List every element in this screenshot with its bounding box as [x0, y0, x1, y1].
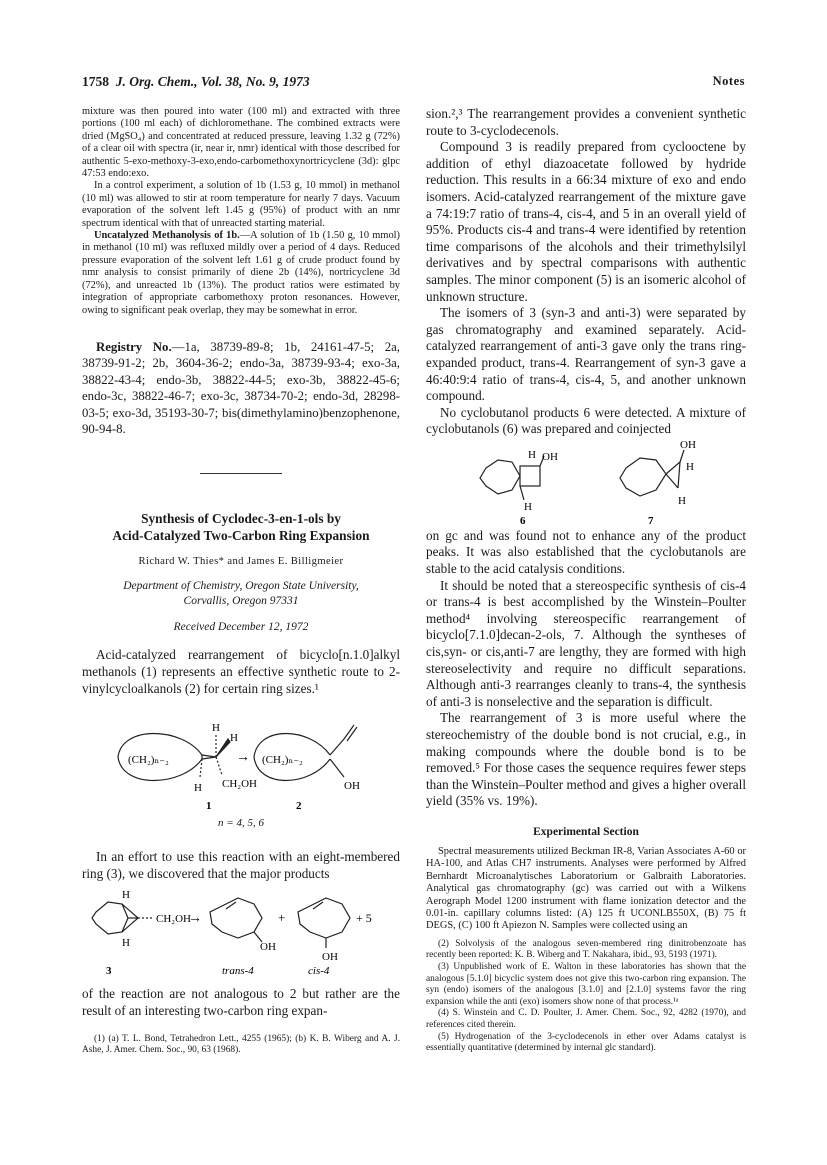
oh-label: OH [680, 438, 696, 451]
footnote-2: (2) Solvolysis of the analogous seven-membered ring dinitrobenzoate has recently been reported: K. B. Wiberg and T. Nakahara, ibid., 93, 5193 (1971). [426, 938, 746, 961]
affiliation-line-1: Department of Chemistry, Oregon State University, [123, 580, 359, 593]
plus-five: + 5 [356, 911, 372, 926]
scheme-3-structures [426, 438, 746, 528]
cyclooctane-icon [92, 902, 128, 934]
footnote-4: (4) S. Winstein and C. D. Poulter, J. Amer. Chem. Soc., 92, 4282 (1970), and references cited therein. [426, 1008, 746, 1030]
h-label: H [230, 732, 238, 745]
intro-paragraph: Acid-catalyzed rearrangement of bicyclo[n.1.0]alkyl methanols (1) represents an effective synthetic route to 2-vinylcycloalkanols (2) for certain ring sizes.¹ [82, 647, 400, 696]
page-number-and-journal [82, 74, 310, 90]
compound-2-label: 2 [296, 800, 302, 813]
compound-3-label: 3 [106, 965, 112, 978]
received-date: Received December 12, 1972 [173, 621, 309, 634]
compound-1-label: 1 [206, 800, 212, 813]
oh-label: OH [344, 780, 360, 793]
h-label: H [122, 937, 130, 950]
plus-sign: + [278, 910, 286, 926]
oh-label: OH [260, 941, 276, 954]
compound-6-label: 6 [520, 514, 526, 527]
scheme-1-structures [82, 697, 400, 817]
footnote-3: (3) Unpublished work of E. Walton in these laboratories has shown that the analogous [5.1.0] bicyclic system does not give this two-carbon ring expansion. The syn (endo) isomers of the analogous [3.1.0] and [2.1.0] systems favor the ring expansion while the anti (exo) isomers show none of that process.¹ᵃ [426, 962, 746, 1007]
left-column [82, 106, 400, 1057]
methanolysis-heading: Uncatalyzed Methanolysis of 1b. [94, 230, 240, 242]
ch2oh-label: CH₂OH [222, 778, 258, 791]
cyclobutane-icon [520, 466, 540, 486]
compound-cis-4-label: cis-4 [308, 965, 330, 978]
n-values: n = 4, 5, 6 [218, 817, 264, 830]
registry-text: —1a, 38739-89-8; 1b, 24161-47-5; 2a, 38739-91-2; 2b, 3604-36-2; endo-3a, 38739-93-4; exo-3a, 38822-43-4; endo-3b, 38822-44-5; exo-3b, 38822-45-6; endo-3c, 38822-46-7; exo-3c, 38734-70-2; endo-3d, 28298-03-5; exo-3d, 35193-30-7; bis(dimethylamino)benzophenone, 90-94-8. [82, 339, 400, 436]
oh-label: OH [322, 951, 338, 964]
article-title [82, 510, 400, 544]
paragraph-ring-expansion: of the reaction are not analogous to 2 but rather are the result of an interesting two-carbon ring expan- [82, 986, 400, 1018]
oh-label: OH [542, 450, 558, 463]
right-paragraph-3: The isomers of 3 (syn-3 and anti-3) were separated by gas chromatography and examined separately. Acid-catalyzed rearrangement of anti-3 gave only the trans ring-expanded product, trans-4. Rearrangement of syn-3 gave a 46:40:9:4 ratio of trans-4, cis-4, 5, and another unknown compound. [426, 305, 746, 404]
title-line-1: Synthesis of Cyclodec-3-en-1-ols by [141, 511, 341, 527]
reaction-arrow: → [188, 911, 202, 927]
methanolysis-text: —A solution of 1b (1.50 g, 10 mmol) in methanol (10 ml) was refluxed mildly over a period of 4 days. Reduced pressure evaporation of the solvent left 1.61 g of crude product found by nmr analysis to consist primarily of diene 2b (14%), nortricyclene 3d (72%), and unreacted 1b (13%). The product ratios were estimated by integration of appropriate carbomethoxy proton resonances. However, owing to significant peak overlap, they may be somewhat in error. [82, 230, 401, 316]
journal-citation: J. Org. Chem., Vol. 38, No. 9, 1973 [115, 74, 310, 89]
section-name: Notes [712, 74, 745, 88]
affiliation-line-2: Corvallis, Oregon 97331 [183, 595, 299, 608]
authors: Richard W. Thies* and James E. Billigmeier [138, 556, 344, 568]
ring-size-label: (CH₂)ₙ₋₂ [128, 754, 169, 767]
page-header [82, 74, 745, 92]
page-number: 1758 [82, 74, 109, 89]
compound-7-label: 7 [648, 514, 654, 527]
ring-size-label: (CH₂)ₙ₋₂ [262, 754, 303, 767]
cyclononane-icon [620, 458, 666, 496]
right-paragraph-5: on gc and was found not to enhance any of the product peaks. It was also established that the cyclobutanols are stable to the acid catalysis conditions. [426, 527, 746, 577]
cyclooctane-icon [480, 460, 520, 494]
footnote-1: (1) (a) T. L. Bond, Tetrahedron Lett., 4255 (1965); (b) K. B. Wiberg and A. J. Ashe, J. Amer. Chem. Soc., 90, 63 (1968). [82, 1033, 400, 1056]
h-label: H [194, 782, 202, 795]
registry-numbers [82, 339, 400, 437]
footnote-5: (5) Hydrogenation of the 3-cyclodecenols in ether over Adams catalyst is essentially quantitative (determined by internal glc standard). [426, 1031, 746, 1054]
experimental-paragraph: Spectral measurements utilized Beckman IR-8, Varian Associates A-60 or HA-100, and Atlas CH7 instruments. Analyses were performed by Alfred Bernhardt Microanalytisches Laboratorium or Galbraith Laboratories. Analytical gas chromatography (gc) was carried out with a Wilkens Aerograph Model 1200 instrument with flame ionization detector and the 0.01-in. capillary columns listed: (A) 125 ft UCONLB550X, (B) 75 ft DEGS, (C) 100 ft Apiezon N. Samples were collected using an [426, 845, 746, 932]
title-line-2: Acid-Catalyzed Two-Carbon Ring Expansion [112, 528, 370, 544]
scheme-2-structures [82, 882, 400, 978]
right-paragraph-1: sion.²,³ The rearrangement provides a convenient synthetic route to 3-cyclodecenols. [426, 106, 746, 138]
affiliation [82, 579, 400, 609]
reaction-arrow: → [236, 750, 250, 766]
left-paragraph-3 [82, 230, 400, 317]
h-label: H [122, 889, 130, 902]
h-label: H [212, 722, 220, 735]
h-label: H [524, 500, 532, 513]
h-label: H [678, 494, 686, 507]
experimental-heading: Experimental Section [533, 825, 639, 838]
left-paragraph-2: In a control experiment, a solution of 1b (1.53 g, 10 mmol) in methanol (10 ml) was allowed to stir at room temperature for nearly 7 days. Vacuum evaporation of the solvent left 1.45 g (95%) of product with an nmr spectrum identical with that of unreacted starting material. [82, 180, 400, 229]
compound-trans-4-label: trans-4 [222, 965, 254, 978]
right-paragraph-7: The rearrangement of 3 is more useful where the stereochemistry of the double bond is not crucial, e.g., in making compounds where the double bond is to be removed.⁵ For those cases the sequence requires fewer steps than the Winstein–Poulter method and gives a higher overall yield (35% vs. 19%). [426, 710, 746, 809]
registry-heading: Registry No. [96, 339, 172, 354]
right-column [426, 106, 746, 1055]
paragraph-eight-membered: In an effort to use this reaction with an eight-membered ring (3), we discovered that the major products [82, 849, 400, 881]
left-paragraph-1: mixture was then poured into water (100 ml) and extracted with three portions (100 ml each) of dichloromethane. The combined extracts were dried (MgSO₄) and concentrated at reduced pressure, leaving 1.32 g (72%) of a clear oil with spectra (ir, near ir, nmr) identical with those described for authentic 5-exo-methoxy-3-exo,endo-carbomethoxynortricyclene (3d): glpc 47:53 endo:exo. [82, 106, 400, 180]
right-paragraph-4: No cyclobutanol products 6 were detected. A mixture of cyclobutanols (6) was prepared and coinjected [426, 404, 746, 437]
h-label: H [528, 448, 536, 461]
h-label: H [686, 460, 694, 473]
cyclodecene-icon [298, 898, 350, 938]
right-paragraph-6: It should be noted that a stereospecific synthesis of cis-4 or trans-4 is best accomplished by the Winstein–Poulter method⁴ involving stereospecific rearrangement of bicyclo[7.1.0]decan-2-ols, 7. Although the syntheses of cis,syn- or cis,anti-7 are lengthy, they are formed with high stereoselectivity and require no difficult separations. Although anti-3 rearranges cleanly to trans-4, the synthesis of anti-3 is nonselective and the separation is difficult. [426, 577, 746, 709]
right-paragraph-2: Compound 3 is readily prepared from cyclooctene by addition of ethyl diazoacetate followed by hydride reduction. This results in a 66:34 mixture of exo and endo isomers. Acid-catalyzed rearrangement of the mixture gave a 74:19:7 ratio of trans-4, cis-4, and 5 in an overall yield of 95%. Products cis-4 and trans-4 were identified by retention time comparisons of the alcohols and their trimethylsilyl derivatives and by spectral comparisons with authentic samples. The minor component (5) is an isomeric alcohol of unknown structure. [426, 139, 746, 304]
ch2oh-label: CH₂OH [156, 913, 192, 926]
